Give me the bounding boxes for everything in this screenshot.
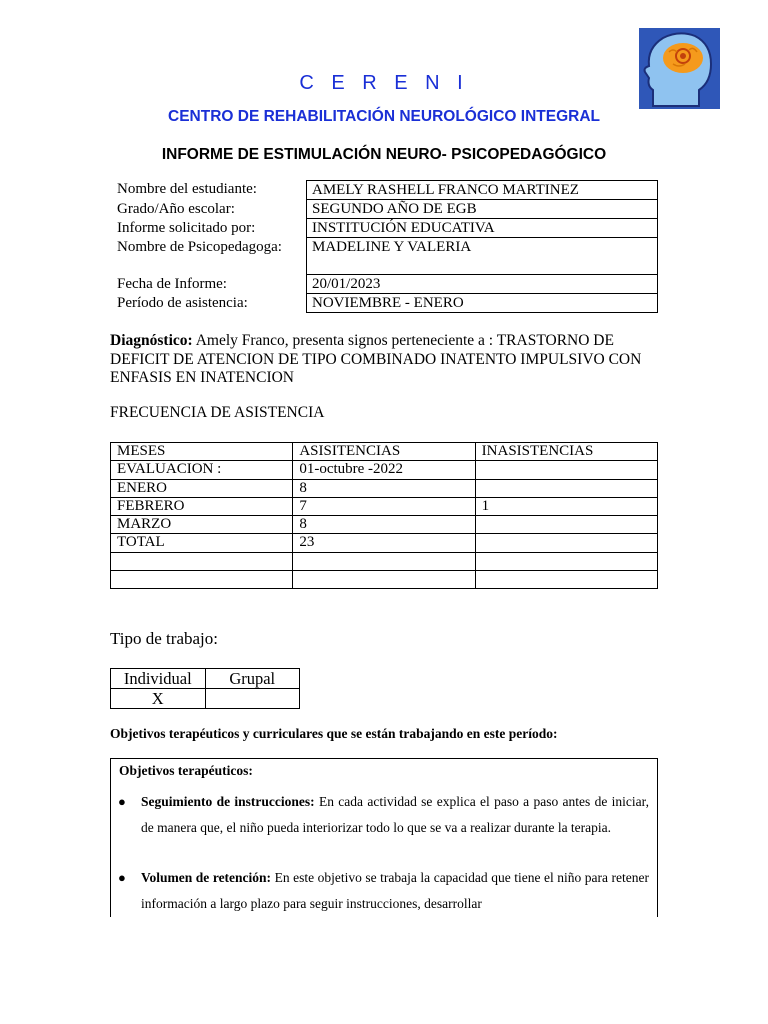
objective-title: Volumen de retención: [141, 870, 272, 885]
work-type-title: Tipo de trabajo: [110, 629, 218, 648]
info-value: NOVIEMBRE - ENERO [306, 294, 658, 313]
objectives-box [110, 758, 658, 917]
table-cell: TOTAL [111, 534, 293, 552]
table-header-row [111, 443, 658, 461]
table-row [111, 571, 658, 589]
table-cell: 1 [475, 497, 657, 515]
table-cell: MARZO [111, 516, 293, 534]
info-value: AMELY RASHELL FRANCO MARTINEZ [306, 180, 658, 200]
bullet-icon: ● [118, 794, 126, 809]
table-cell: 01-octubre -2022 [293, 461, 475, 479]
table-cell [475, 479, 657, 497]
table-cell [475, 552, 657, 570]
org-short-name: C E R E N I [299, 72, 469, 94]
info-label: Período de asistencia: [117, 295, 248, 311]
objectives-heading: Objetivos terapéuticos y curriculares que se están trabajando en este período: [110, 726, 558, 741]
table-row [111, 534, 658, 552]
column-header: MESES [111, 443, 293, 461]
table-row [111, 479, 658, 497]
table-cell [475, 461, 657, 479]
table-row [111, 689, 300, 709]
table-row [111, 552, 658, 570]
column-header: Grupal [205, 669, 300, 689]
table-cell: X [111, 689, 206, 709]
diagnosis-paragraph [110, 332, 658, 388]
info-value: SEGUNDO AÑO DE EGB [306, 200, 658, 219]
info-label: Nombre de Psicopedagoga: [117, 239, 282, 255]
info-row [110, 180, 658, 200]
table-cell [293, 571, 475, 589]
bullet-icon: ● [118, 870, 126, 885]
info-row [110, 294, 658, 313]
objectives-box-title: Objetivos terapéuticos: [119, 763, 253, 778]
table-cell [475, 516, 657, 534]
cereni-logo [639, 28, 720, 109]
table-cell: 7 [293, 497, 475, 515]
info-row [110, 219, 658, 238]
work-type-table [110, 668, 300, 709]
objective-text: En cada actividad se explica el paso a paso antes de iniciar, de manera que, el niño pueda interiorizar todo lo que se va a realizar durante la terapia. [141, 794, 649, 835]
table-cell [205, 689, 300, 709]
table-cell: FEBRERO [111, 497, 293, 515]
info-label: Grado/Año escolar: [117, 201, 235, 217]
list-item [111, 789, 657, 869]
column-header: ASISITENCIAS [293, 443, 475, 461]
table-cell: 8 [293, 516, 475, 534]
table-cell [293, 552, 475, 570]
table-header-row [111, 669, 300, 689]
table-cell [475, 534, 657, 552]
info-label: Fecha de Informe: [117, 276, 227, 292]
table-row [111, 516, 658, 534]
info-label: Informe solicitado por: [117, 220, 256, 236]
column-header: INASISTENCIAS [475, 443, 657, 461]
info-row [110, 200, 658, 219]
table-cell: 8 [293, 479, 475, 497]
info-row [110, 275, 658, 294]
student-info-table [110, 180, 658, 313]
info-value: 20/01/2023 [306, 275, 658, 294]
diagnosis-text: Amely Franco, presenta signos perteneciente a : TRASTORNO DE DEFICIT DE ATENCION DE TIPO COMBINADO INATENTO IMPULSIVO CON ENFASIS EN INATENCION [110, 332, 642, 386]
info-row [110, 238, 658, 275]
info-value: INSTITUCIÓN EDUCATIVA [306, 219, 658, 238]
column-header: Individual [111, 669, 206, 689]
brain-head-icon [639, 28, 720, 109]
frequency-title: FRECUENCIA DE ASISTENCIA [110, 404, 325, 421]
table-cell [111, 571, 293, 589]
table-cell: 23 [293, 534, 475, 552]
attendance-table [110, 442, 658, 589]
table-cell: ENERO [111, 479, 293, 497]
list-item [111, 865, 657, 917]
table-row [111, 461, 658, 479]
diagnosis-label: Diagnóstico: [110, 332, 193, 349]
info-value: MADELINE Y VALERIA [306, 238, 658, 275]
objective-title: Seguimiento de instrucciones: [141, 794, 315, 809]
table-row [111, 497, 658, 515]
table-cell: EVALUACION : [111, 461, 293, 479]
info-label: Nombre del estudiante: [117, 181, 257, 197]
table-cell [111, 552, 293, 570]
report-title: INFORME DE ESTIMULACIÓN NEURO- PSICOPEDAGÓGICO [161, 146, 607, 163]
org-full-name: CENTRO DE REHABILITACIÓN NEUROLÓGICO INTEGRAL [168, 108, 600, 125]
objective-text: En este objetivo se trabaja la capacidad que tiene el niño para retener información a largo plazo para seguir instrucciones, desarrollar [141, 870, 649, 911]
table-cell [475, 571, 657, 589]
